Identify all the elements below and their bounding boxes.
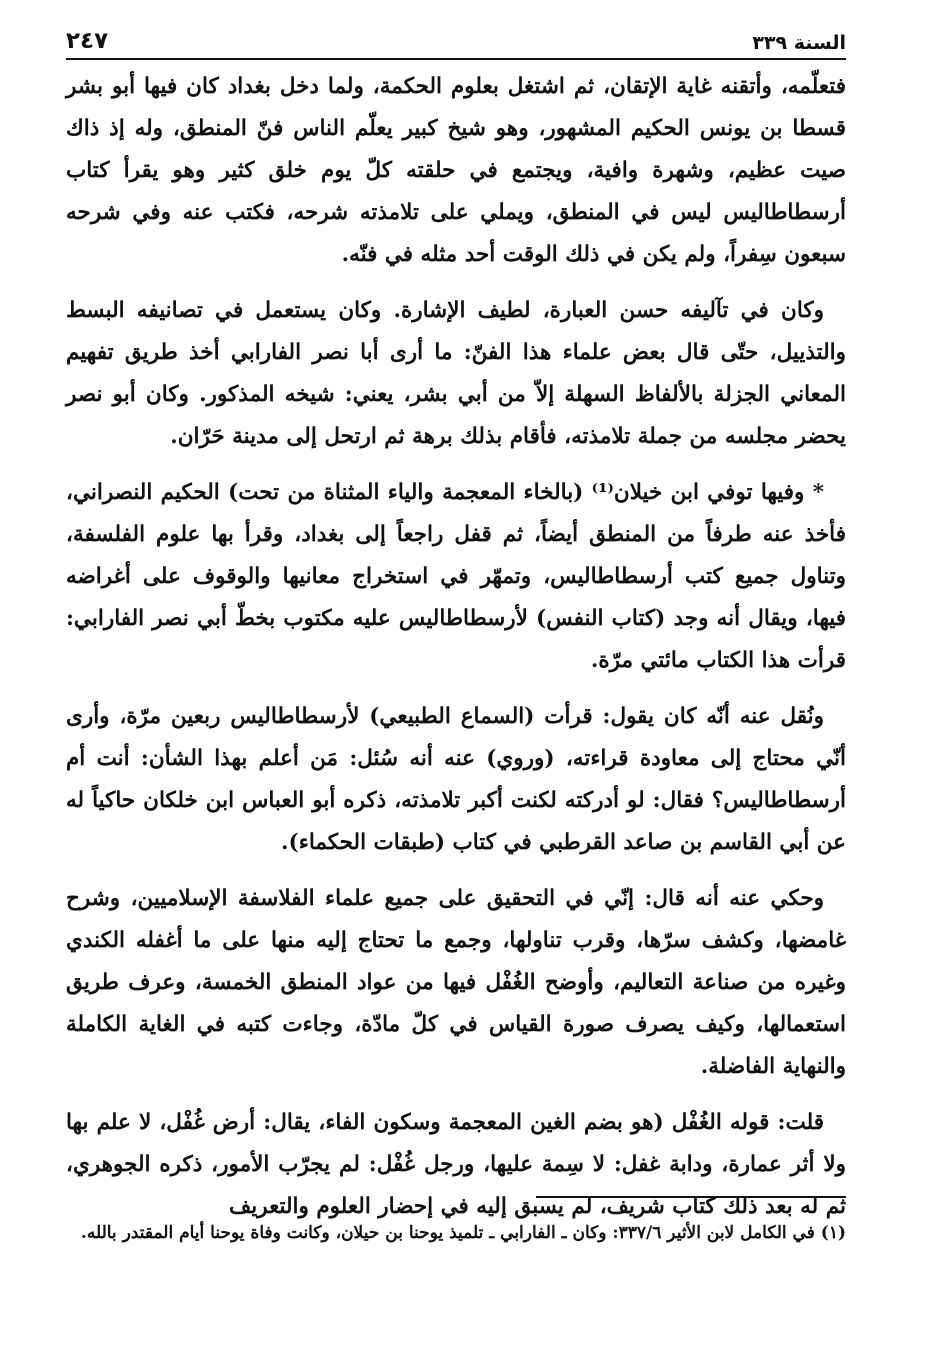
paragraph: وكان في تآليفه حسن العبارة، لطيف الإشارة. وكان يستعمل في تصانيفه البسط والتذييل، حتّى قال بعض علماء هذا الفنّ: ما أرى أبا نصر الفارابي أخذ طريق تفهيم المعاني الجزلة بالألفاظ السهلة إلاّ من أبي بشر، يعني: شيخه المذكور. وكان أبو نصر يحضر مجلسه من جملة تلامذته، فأقام بذلك برهة ثم ارتحل إلى مدينة حَرّان. xyxy=(66,298,846,449)
page-number: ٢٤٧ xyxy=(66,28,109,54)
page-header xyxy=(66,20,846,54)
footnote: (١) في الكامل لابن الأثير ٣٣٧/٦: وكان ـ الفارابي ـ تلميذ يوحنا بن حيلان، وكانت وفاة يوحنا أيام المقتدر بالله. xyxy=(80,1223,846,1243)
book-page xyxy=(66,14,846,1354)
main-text xyxy=(66,66,846,1242)
paragraph: ونُقل عنه أنّه كان يقول: قرأت (السماع الطبيعي) لأرسطاطاليس ربعين مرّة، وأرى أنّي محتاج إلى معاودة قراءته، (وروي) عنه أنه سُئل: مَن أعلم بهذا الشأن: أنت أم أرسطاطاليس؟ فقال: لو أدركته لكنت أكبر تلامذته، ذكره أبو العباس ابن خلكان حاكياً له عن أبي القاسم بن صاعد القرطبي في كتاب (طبقات الحكماء). xyxy=(66,704,846,855)
paragraph: * وفيها توفي ابن خيلان⁽¹⁾ (بالخاء المعجمة والياء المثناة من تحت) الحكيم النصراني، فأخذ عنه طرفاً من المنطق أيضاً، ثم قفل راجعاً إلى بغداد، وقرأ بها علوم الفلسفة، وتناول جميع كتب أرسطاطاليس، وتمهّر في استخراج معانيها والوقوف على أغراضه فيها، ويقال أنه وجد (كتاب النفس) لأرسطاطاليس عليه مكتوب بخطّ أبي نصر الفارابي: قرأت هذا الكتاب مائتي مرّة. xyxy=(66,480,846,673)
footnote-separator xyxy=(536,1196,846,1198)
paragraph: فتعلّمه، وأتقنه غاية الإتقان، ثم اشتغل بعلوم الحكمة، ولما دخل بغداد كان فيها أبو بشر قسطا بن يونس الحكيم المشهور، وهو شيخ كبير يعلّم الناس فنّ المنطق، وله إذ ذاك صيت عظيم، وشهرة وافية، ويجتمع في حلقته كلّ يوم خلق كثير وهو يقرأ كتاب أرسطاطاليس ليس في المنطق، ويملي على تلامذته شرحه، فكتب عنه وفي شرحه سبعون سِفراً، ولم يكن في ذلك الوقت أحد مثله في فنّه. xyxy=(66,74,846,267)
header-rule xyxy=(66,58,846,60)
paragraph: قلت: قوله الغُفْل (هو بضم الغين المعجمة وسكون الفاء، يقال: أرض غُفْل، لا علم بها ولا أثر عمارة، ودابة غفل: لا سِمة عليها، ورجل غُفْل: لم يجرّب الأمور، ذكره الجوهري، ثم له بعد ذلك كتاب شريف، لم يسبق إليه في إحضار العلوم والتعريف xyxy=(66,1110,846,1219)
footnotes xyxy=(66,1218,846,1248)
paragraph: وحكي عنه أنه قال: إنّي في التحقيق على جميع علماء الفلاسفة الإسلاميين، وشرح غامضها، وكشف سرّها، وقرب تناولها، وجمع ما تحتاج إليه منها على ما أغفله الكندي وغيره من صناعة التعاليم، وأوضح الغُفْل فيها من عواد المنطق الخمسة، وعرف طريق استعمالها، وكيف يصرف صورة القياس في كلّ مادّة، وجاءت كتبه في الغاية الكاملة والنهاية الفاضلة. xyxy=(66,886,846,1079)
running-title: السنة ٣٣٩ xyxy=(752,32,846,54)
